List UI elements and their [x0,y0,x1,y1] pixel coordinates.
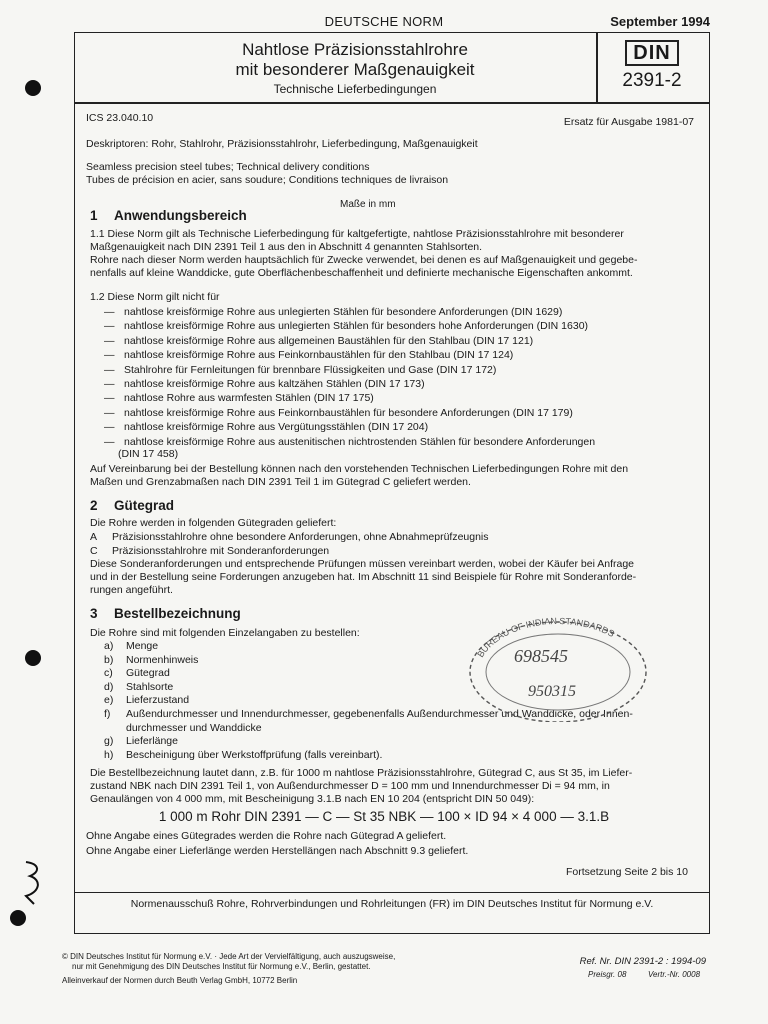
continuation-note: Fortsetzung Seite 2 bis 10 [566,866,688,878]
list-item [104,319,595,333]
issue-date: September 1994 [610,14,710,29]
length-default-note: Ohne Angabe einer Lieferlänge werden Herstellängen nach Abschnitt 9.3 geliefert. [86,845,469,857]
list-item-continuation: (DIN 17 458) [118,448,179,460]
text-line: Rohre nach dieser Norm werden hauptsächlich für Zwecke verwendet, bei denen es auf Maßgenauigkeit und gegebe- [90,254,638,266]
list-item [104,391,595,405]
item-text: Bescheinigung über Werkstoffprüfung (falls vereinbart). [126,748,383,761]
document-subtitle: Technische Lieferbedingungen [273,82,437,96]
text-line: Die Bestellbezeichnung lautet dann, z.B. für 1000 m nahtlose Präzisionsstahlrohre, Gütegrad C, aus St 35, im Liefer- [90,767,633,779]
order-designation-example: 1 000 m Rohr DIN 2391 — C — St 35 NBK — 100 × ID 94 × 4 000 — 3.1.B [158,809,610,824]
item-letter: b) [104,653,114,666]
list-item-text: nahtlose kreisförmige Rohre aus allgemeinen Baustählen für den Stahlbau (DIN 17 121) [124,334,534,347]
descriptors: Deskriptoren: Rohr, Stahlrohr, Präzisionsstahlrohr, Lieferbedingung, Maßgenauigkeit [86,138,478,150]
item-letter: h) [104,748,114,761]
margin-pen-mark [18,858,48,908]
title-line-1: Nahtlose Präzisionsstahlrohre [242,40,468,59]
dash: — [104,363,115,376]
stamp-number-2: 950315 [528,683,576,700]
french-title: Tubes de précision en acier, sans soudure; Conditions techniques de livraison [86,174,449,186]
list-item [104,420,595,434]
list-item [104,348,595,362]
exclusion-list [104,305,595,449]
section-2-heading [90,498,174,513]
dash: — [104,421,115,434]
list-item [104,749,633,763]
section-1-1-paragraph [90,228,638,280]
item-text: Gütegrad [126,667,170,680]
item-letter: c) [104,667,113,680]
list-item-text: Stahlrohre für Fernleitungen für brennbare Flüssigkeiten und Gase (DIN 17 172) [124,363,497,376]
dash: — [104,349,115,362]
text-line: rungen angeführt. [90,584,173,596]
list-item-text: nahtlose kreisförmige Rohre aus unlegierten Stählen für besondere Anforderungen (DIN 1629) [124,306,563,318]
din-logo: DIN [625,40,678,66]
text-line: Genaulängen von 4 000 mm, mit Bescheinigung 3.1.B nach EN 10 204 (entspricht DIN 50 049): [90,793,535,805]
grade-text: Präzisionsstahlrohre mit Sonderanforderungen [112,545,330,557]
section-3-heading [90,606,241,621]
dash: — [104,378,115,391]
list-item [104,722,633,736]
norm-label: DEUTSCHE NORM [324,14,444,29]
list-item-text: nahtlose kreisförmige Rohre aus Feinkornbaustählen für den Stahlbau (DIN 17 124) [124,349,514,362]
document-title [150,40,560,80]
dash: — [104,306,115,318]
price-group: Preisgr. 08 [588,970,627,979]
grade-letter: A [90,531,98,543]
distribution-number: Vertr.-Nr. 0008 [648,970,701,979]
footer-rule [74,892,710,893]
grade-text: Präzisionsstahlrohre ohne besondere Anforderungen, ohne Abnahmeprüfzeugnis [112,531,489,543]
title-line-2: mit besonderer Maßgenauigkeit [235,60,475,79]
reference-number: Ref. Nr. DIN 2391-2 : 1994-09 [579,956,706,967]
item-text: Lieferzustand [126,694,190,707]
item-letter: g) [104,735,114,748]
dash: — [104,334,115,347]
section-3-intro: Die Rohre sind mit folgenden Einzelangaben zu bestellen: [90,627,360,639]
din-number: 2391-2 [622,70,682,91]
item-text: Außendurchmesser und Innendurchmesser, gegebenenfalls Außendurchmesser und Wanddicke, oder Innen- [126,707,633,720]
committee-line: Normenausschuß Rohre, Rohrverbindungen und Rohrleitungen (FR) im DIN Deutsches Institut für Normung e.V. [130,898,654,910]
section-1-2-intro: 1.2 Diese Norm gilt nicht für [90,291,220,303]
list-item [104,305,595,319]
text-line: Diese Sonderanforderungen und entsprechende Prüfungen müssen vereinbart werden, wobei der Käufer bei Anfrage [90,558,635,570]
text-line: und in der Bestellung seine Forderungen anzugeben hat. Im Abschnitt 11 sind Beispiele für Rohre mit Sonderanforde- [90,571,637,583]
replacement-note: Ersatz für Ausgabe 1981-07 [563,116,694,128]
list-item-text: nahtlose kreisförmige Rohre aus Vergütungsstählen (DIN 17 204) [124,421,429,434]
section-number: 1 [90,208,98,223]
copyright-notice [62,952,395,986]
section-1-closing [90,463,628,489]
item-letter: e) [104,694,114,707]
item-text: Normenhinweis [126,653,199,666]
list-item-text: nahtlose kreisförmige Rohre aus Feinkornbaustählen für besondere Anforderungen (DIN 17 179) [124,406,573,419]
section-2-paragraph [90,558,636,597]
list-item-text: nahtlose kreisförmige Rohre aus unlegierten Stählen für besonders hohe Anforderungen (DIN 1630) [124,320,589,333]
list-item [104,363,595,377]
grade-default-note: Ohne Angabe eines Gütegrades werden die Rohre nach Gütegrad A geliefert. [86,830,447,842]
list-item-text: nahtlose kreisförmige Rohre aus kaltzähen Stählen (DIN 17 173) [124,378,425,391]
item-text: Lieferlänge [126,735,178,748]
text-line: © DIN Deutsches Institut für Normung e.V. · Jede Art der Vervielfältigung, auch auszugsweise, [62,952,396,961]
list-item-text: nahtlose kreisförmige Rohre aus austenitischen nichtrostenden Stählen für besondere Anforderungen [124,435,596,448]
text-line: Maßen und Grenzabmaßen nach DIN 2391 Teil 1 im Gütegrad C geliefert werden. [90,476,471,488]
dash: — [104,406,115,419]
list-item [104,377,595,391]
section-title: Gütegrad [114,498,175,513]
list-item [104,735,633,749]
ics-code: ICS 23.040.10 [86,112,154,124]
item-letter: a) [104,640,114,652]
text-line: nenfalls auf kleine Wanddicke, gute Oberflächenbeschaffenheit und definierte mechanische Eigenschaften ankommt. [90,267,633,279]
item-text: durchmesser und Wanddicke [126,721,262,734]
punch-hole-middle [25,650,41,666]
stamp-arc-text: BUREAU OF INDIAN STANDARDS [475,615,617,660]
text-line: 1.1 Diese Norm gilt als Technische Lieferbedingung für kaltgefertigte, nahtlose Präzisionsstahlrohre mit besonderer [90,228,624,240]
section-2-intro: Die Rohre werden in folgenden Gütegraden geliefert: [90,517,337,529]
units-note: Maße in mm [340,199,396,210]
grade-c [90,545,329,559]
section-number: 2 [90,498,98,513]
item-letter: f) [104,707,111,720]
punch-hole-bottom [10,910,26,926]
text-line: zustand NBK nach DIN 2391 Teil 1, von Außendurchmesser D = 100 mm und Innendurchmesser Di = 94 mm, in [90,780,610,792]
item-text: Stahlsorte [126,680,174,693]
grade-letter: C [90,545,98,557]
bis-receipt-stamp [462,612,654,722]
punch-hole-top [25,80,41,96]
section-1-heading [90,208,247,223]
din-designation [610,40,694,92]
text-line: nur mit Genehmigung des DIN Deutsches Institut für Normung e.V., Berlin, gestattet. [72,962,371,971]
text-line: Maßgenauigkeit nach DIN 2391 Teil 1 aus den in Abschnitt 4 genannten Stahlsorten. [90,241,483,253]
list-item [104,406,595,420]
dash: — [104,435,115,448]
section-number: 3 [90,606,98,621]
item-letter: d) [104,680,114,693]
english-title: Seamless precision steel tubes; Technical delivery conditions [86,161,370,173]
list-item-text: nahtlose Rohre aus warmfesten Stählen (DIN 17 175) [124,392,374,405]
section-title: Anwendungsbereich [114,208,247,223]
text-line: Auf Vereinbarung bei der Bestellung können nach den vorstehenden Technischen Lieferbedingungen Rohre mit den [90,463,629,475]
dash: — [104,392,115,405]
dash: — [104,320,115,333]
stamp-number-1: 698545 [514,646,568,666]
grade-a [90,531,489,545]
text-line: Alleinverkauf der Normen durch Beuth Verlag GmbH, 10772 Berlin [62,976,298,985]
section-title: Bestellbezeichnung [114,606,241,621]
list-item [104,334,595,348]
designation-paragraph [90,767,632,806]
item-text: Menge [126,640,159,652]
list-item [104,435,595,449]
